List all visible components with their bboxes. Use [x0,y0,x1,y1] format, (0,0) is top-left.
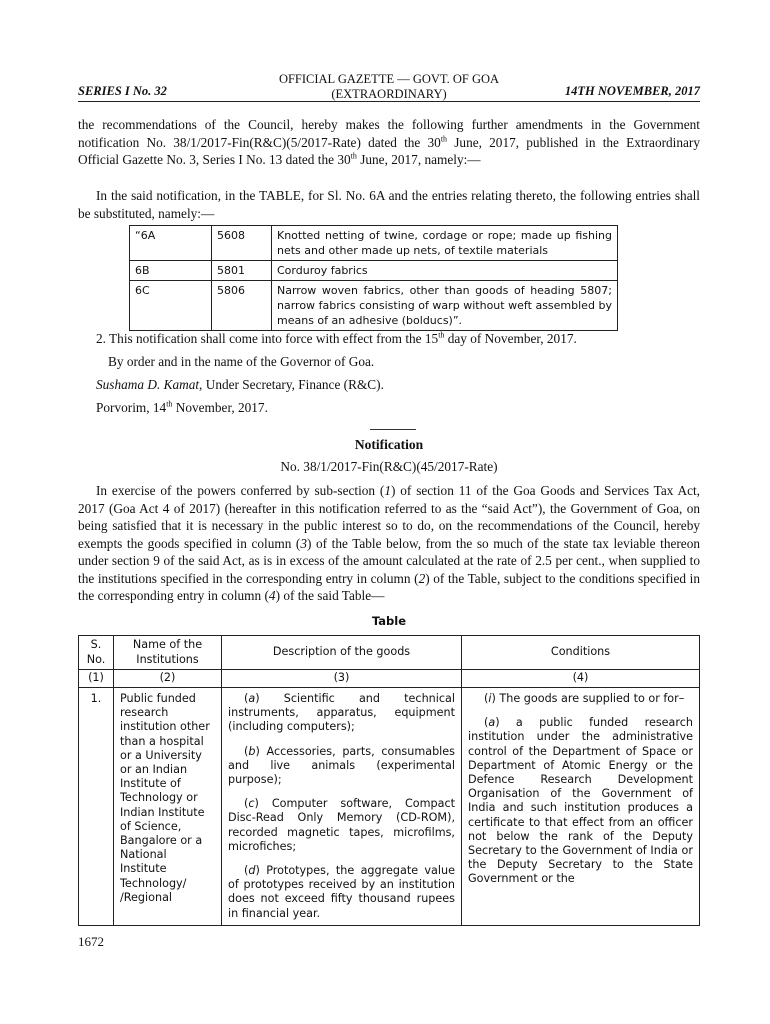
effect-date-line: 2. This notification shall come into force with effect from the 15th day of November, 2017. [96,330,577,346]
table-row [130,261,618,281]
goods-description: Narrow woven fabrics, other than goods of heading 5807; narrow fabrics consisting of warp without weft assembled by means of an adhesive (bolducs)”. [272,281,618,331]
col-header-sno: S. No. [79,636,114,670]
place-date-line: Porvorim, 14th November, 2017. [96,399,268,415]
column-number-row: (1) (2) (3) (4) [79,670,700,688]
signatory-line: Sushama D. Kamat, Under Secretary, Finance (R&C). [96,377,384,392]
heading-number: 5806 [212,281,272,331]
substitution-table [129,225,618,331]
col-header-description: Description of the goods [222,636,462,670]
page-number: 1672 [78,934,104,949]
notification-number: No. 38/1/2017-Fin(R&C)(45/2017-Rate) [280,459,498,474]
row-sno: 1. [79,688,114,926]
order-line: By order and in the name of the Governor of Goa. [108,354,375,369]
sl-number: “6A [130,226,212,261]
goods-description: (a) Scientific and technical instruments, apparatus, equipment (including computers); (b) Accessories, parts, consumables and live animals (experimental purpose); (c) Computer software, Compact Disc-Read Only Memory (CD-ROM), recorded magnetic tapes, microfilms, microfiches; (d) Prototypes, the aggregate value of prototypes received by an institution does not exceed fifty thousand rupees in financial year. [222,688,462,926]
gazette-header [78,72,700,102]
conditions-text: (i) The goods are supplied to or for– (a) a public funded research institution under the administrative control of the Department of Space or Department of Atomic Energy or the Defence Research Development Organisation of the Government of India and such institution produces a certificate to that effect from an officer not below the rank of the Deputy Secretary to the Government of India or the Deputy Secretary to the State Government or the [462,688,700,926]
heading-number: 5608 [212,226,272,261]
col-header-institution: Name of the Institutions [114,636,222,670]
issue-date: 14TH NOVEMBER, 2017 [564,84,700,98]
series-number: SERIES I No. 32 [78,84,167,98]
section-divider [370,429,416,430]
notification-body: In exercise of the powers conferred by sub-section (1) of section 11 of the Goa Goods and Services Tax Act, 2017 (Goa Act 4 of 2017) (hereafter in this notification referred to as the “said Act”), the Government of Goa, on being satisfied that it is necessary in the public interest so to do, on the recommendations of the Council, hereby exempts the goods specified in column (3) of the Table below, from the so much of the state tax leviable thereon under section 9 of the said Act, as is in excess of the amount calculated at the rate of 2.5 per cent., when supplied to the institutions specified in the corresponding entry in column (2) of the Table, subject to the conditions specified in the corresponding entry in column (4) of the said Table— [78,483,700,603]
table-title: Table [371,614,407,628]
sl-number: 6C [130,281,212,331]
exemption-table [78,635,700,926]
table-header-row [79,636,700,670]
sl-number: 6B [130,261,212,281]
table-row [130,226,618,261]
amendment-intro-paragraph: the recommendations of the Council, hereby makes the following further amendments in the Government notification No. 38/1/2017-Fin(R&C)(5/2017-Rate) dated the 30th June, 2017, published in the Extraordinary Official Gazette No. 3, Series I No. 13 dated the 30th June, 2017, namely:— [78,117,700,167]
col-header-conditions: Conditions [462,636,700,670]
goods-description: Corduroy fabrics [272,261,618,281]
goods-description: Knotted netting of twine, cordage or rope; made up fishing nets and other made up nets, of textile materials [272,226,618,261]
substitution-paragraph: In the said notification, in the TABLE, for Sl. No. 6A and the entries relating thereto, the following entries shall be substituted, namely:— [78,188,700,221]
table-row [79,688,700,926]
gazette-title: OFFICIAL GAZETTE — GOVT. OF GOA (EXTRAORDINARY) [278,72,500,101]
heading-number: 5801 [212,261,272,281]
institution-name: Public funded research institution other than a hospital or a University or an Indian Institute of Technology or Indian Institute of Science, Bangalore or a National Institute Technology/ /Regional [114,688,222,926]
table-row [130,281,618,331]
notification-heading: Notification [354,437,424,452]
